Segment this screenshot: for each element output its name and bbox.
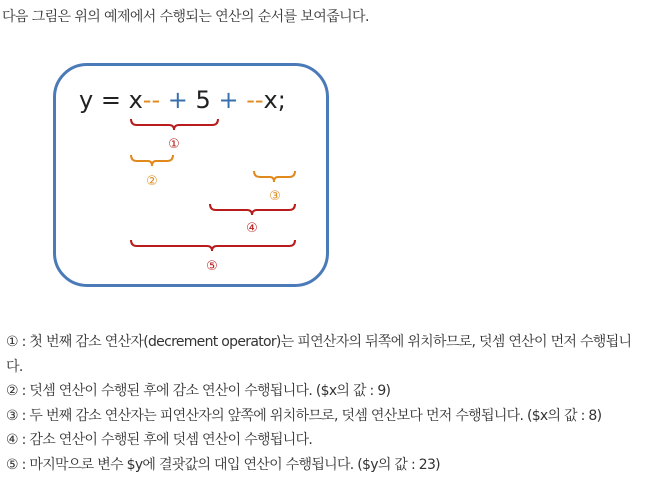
step-2-number: ② — [6, 383, 18, 399]
expr-x-first: x — [128, 86, 143, 114]
step-4-text: : 감소 연산이 수행된 후에 덧셈 연산이 수행됩니다. — [17, 432, 313, 448]
step-3 — [6, 404, 646, 429]
expr-prefix-decrement: -- — [246, 86, 264, 114]
step-list — [6, 330, 646, 477]
intro-text: 다음 그림은 위의 예제에서 수행되는 연산의 순서를 보여줍니다. — [2, 9, 369, 25]
expr-postfix-decrement: -- — [142, 86, 161, 114]
marker-3: ③ — [269, 189, 281, 204]
expr-plus-first: + — [167, 86, 188, 114]
brace-5 — [131, 240, 295, 251]
step-2-text: : 덧셈 연산이 수행된 후에 감소 연산이 수행됩니다. ($x의 값 : 9) — [17, 383, 391, 399]
step-4 — [6, 428, 646, 453]
brace-2 — [131, 155, 173, 166]
step-5 — [6, 453, 646, 478]
brace-1 — [131, 119, 218, 130]
expr-x-second: x; — [263, 86, 286, 114]
step-4-number: ④ — [6, 432, 18, 448]
marker-1: ① — [168, 137, 180, 152]
marker-2: ② — [146, 174, 158, 189]
step-3-number: ③ — [6, 407, 18, 424]
step-3-text: : 두 번째 감소 연산자는 피연산자의 앞쪽에 위치하므로, 덧셈 연산보다 먼저 수행됩니다. ($x의 값 : 8) — [17, 407, 602, 424]
marker-4: ④ — [246, 221, 258, 236]
step-1-text: : 첫 번째 감소 연산자(decrement operator)는 피연산자의 뒤쪽에 위치하므로, 덧셈 연산이 먼저 수행됩니다. — [6, 334, 632, 375]
brace-3 — [254, 171, 295, 182]
step-5-number: ⑤ — [6, 456, 18, 473]
expr-plus-second: + — [218, 86, 239, 114]
expr-y: y — [79, 86, 94, 114]
marker-5: ⑤ — [206, 259, 218, 274]
brace-4 — [210, 204, 295, 215]
expr-equals: = — [100, 86, 121, 114]
expr-five: 5 — [195, 86, 211, 114]
step-2 — [6, 379, 646, 404]
step-1 — [6, 330, 646, 379]
step-5-text: : 마지막으로 변수 $y에 결괏값의 대입 연산이 수행됩니다. ($y의 값 : 23) — [17, 456, 440, 473]
step-1-number: ① — [6, 334, 18, 350]
